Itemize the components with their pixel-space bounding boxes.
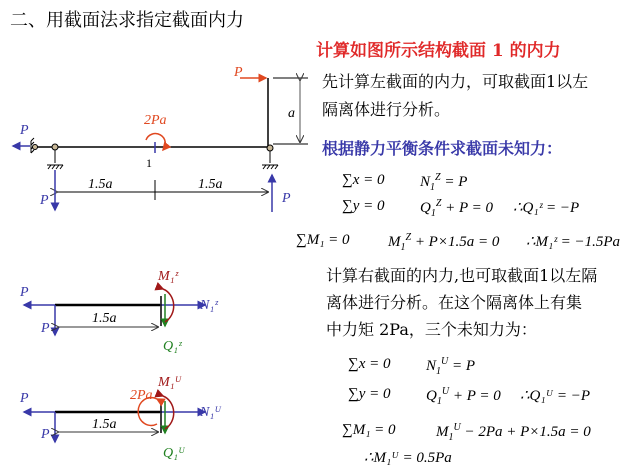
text-line: 离体进行分析。在这个隔离体上有集 [326,293,583,312]
shear-force-label: Q₁ᶻ [163,339,182,354]
equation-result: ∴M₁ᶻ = −1.5Pa [526,234,621,250]
text: M [436,424,449,440]
axial-force-label: N₁ᶻ [200,298,218,313]
text: ∑x = 0 [348,356,391,372]
text: 1.5a [92,311,117,326]
equation-result: ∴M₁ᵁ = 0.5Pa [364,450,452,466]
text-line: 中力矩 2Pa，三个未知力为： [326,320,537,339]
equation [420,198,493,219]
text: P [20,285,29,300]
text-line: 隔离体进行分析。 [322,100,451,119]
equation [342,422,396,439]
text: 1.5a [92,417,117,432]
text: 1 [448,432,454,443]
force-label: P [20,123,29,138]
slide-title: 二、用截面法求指定截面内力 [10,10,244,31]
equation-result: ∴Q₁ᵁ = −P [520,388,590,404]
text: ∑M₁ = 0 [342,422,396,438]
equation [388,232,499,253]
text: + P×1.5a = 0 [411,234,500,250]
force-label: P [40,193,49,208]
text: Q [420,200,431,216]
force-label: P [234,65,243,80]
text: ∑M₁ = 0 [296,232,350,248]
equation [436,422,591,443]
text-line: 先计算左截面的内力，可取截面1以左 [322,72,589,91]
equation-result: ∴Q₁ᶻ = −P [513,200,580,216]
equation [342,198,384,215]
text: ∑y = 0 [348,386,391,402]
right-section-free-body [19,375,222,461]
left-section-text [322,68,588,124]
moment-label: 2Pa [144,113,167,128]
equation [420,172,467,193]
text: + P = 0 [441,200,494,216]
text: = P [440,174,468,190]
left-section-free-body [19,269,219,354]
text-line: 计算右截面的内力,也可取截面1以左隔 [326,266,598,285]
text: P [20,391,29,406]
full-structure-diagram [13,65,308,212]
text: ∑x = 0 [342,172,385,188]
text: P [41,427,50,442]
text: U [441,356,449,367]
text: 1 [400,242,406,253]
text: 1 [436,396,442,407]
dimension-label: 1.5a [198,177,223,192]
axial-force-label: N₁ᵁ [200,405,222,420]
force-label: P [282,191,291,206]
text: U [453,422,461,433]
equation [426,356,475,377]
right-section-text [326,262,597,343]
moment-label: M₁ᶻ [158,269,178,284]
text: 1 [436,366,442,377]
text: Z [405,232,412,243]
text: = P [448,358,476,374]
text: Z [435,198,442,209]
section-label: 1 [146,156,152,170]
text: 1 [430,208,436,219]
text: N [426,358,437,374]
equation [342,172,384,189]
text: Q [426,388,437,404]
text: M [388,234,401,250]
equation [426,386,501,407]
text: 2Pa [130,388,153,403]
text: P [41,321,50,336]
text: U [441,386,450,397]
text: − 2Pa + P×1.5a = 0 [460,424,591,440]
text: Z [435,172,441,183]
shear-force-label: Q₁ᵁ [163,446,185,461]
text: N [420,174,431,190]
text: 1 [430,182,436,193]
equation [348,386,390,403]
moment-label: M₁ᵁ [158,375,182,390]
problem-heading: 计算如图所示结构截面 1 的内力 [316,41,561,61]
dimension-label: 1.5a [88,177,113,192]
subheading: 根据静力平衡条件求截面未知力： [322,139,563,158]
equation [348,356,390,373]
dimension-label: a [288,106,295,121]
text: ∑y = 0 [342,198,385,214]
text: + P = 0 [449,388,501,404]
